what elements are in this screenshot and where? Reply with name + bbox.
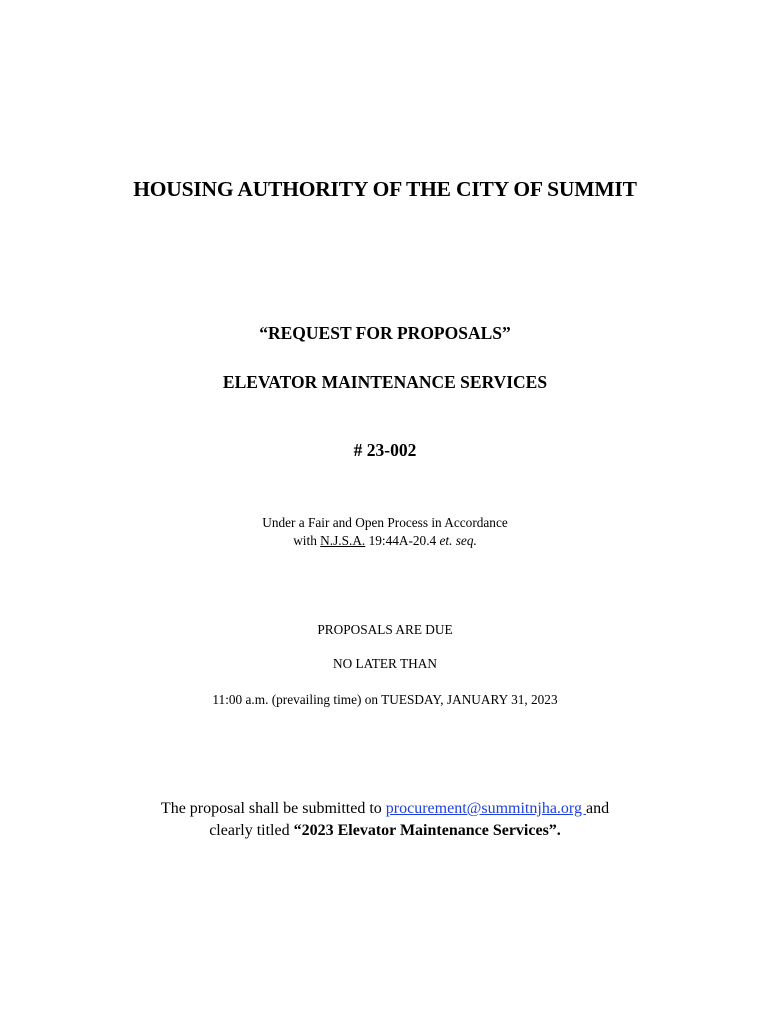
et-seq: et. seq. <box>439 533 477 548</box>
rfp-number: # 23-002 <box>353 440 417 460</box>
due-line-2: NO LATER THAN <box>333 656 437 671</box>
statute-reference: 19:44A-20.4 <box>365 533 440 548</box>
due-line-1: PROPOSALS ARE DUE <box>317 622 453 637</box>
due-date-line: 11:00 a.m. (prevailing time) on TUESDAY, JANUARY 31, 2023 <box>212 692 558 707</box>
organization-title: HOUSING AUTHORITY OF THE CITY OF SUMMIT <box>133 177 637 201</box>
submission-title-prefix: clearly titled <box>209 822 294 839</box>
process-statement-line2 <box>0 533 770 549</box>
process-with-text: with <box>293 533 321 548</box>
submission-title: “2023 Elevator Maintenance Services”. <box>293 822 561 839</box>
statute-abbreviation: N.J.S.A. <box>320 533 366 548</box>
submission-suffix: and <box>585 800 610 817</box>
rfp-label: “REQUEST FOR PROPOSALS” <box>259 323 511 343</box>
submission-line-1 <box>0 800 770 818</box>
submission-line-2 <box>0 822 770 840</box>
procurement-email-link[interactable]: procurement@summitnjha.org <box>385 800 586 817</box>
submission-prefix: The proposal shall be submitted to <box>160 800 386 817</box>
process-statement-line1: Under a Fair and Open Process in Accordance <box>262 515 508 530</box>
service-title: ELEVATOR MAINTENANCE SERVICES <box>222 372 548 392</box>
